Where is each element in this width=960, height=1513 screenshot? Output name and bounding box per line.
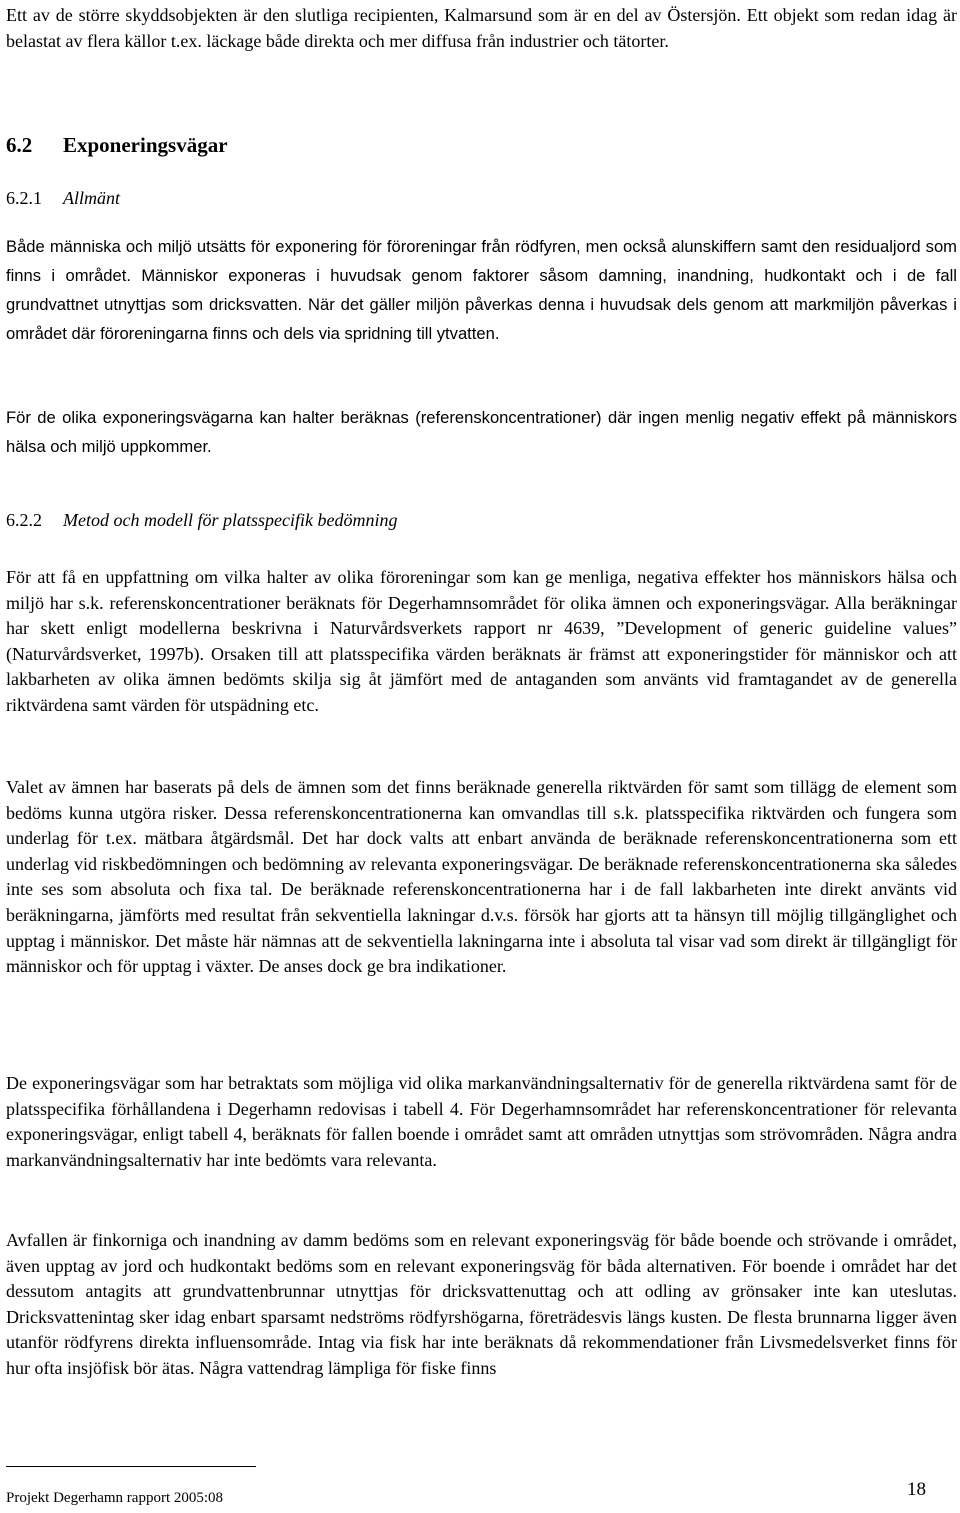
subsection-title: Metod och modell för platsspecifik bedömning — [63, 510, 398, 530]
paragraph-text: Både människa och miljö utsätts för exponering för föroreningar från rödfyren, men också alunskiffern samt den residualjord som finns i området. Människor exponeras i huvudsak genom faktorer såsom damning, inandning, hudkontakt och i de fall grundvattnet utnyttjas som dricksvatten. När det gäller miljön påverkas denna i huvudsak dels genom att markmiljön påverkas i området där föroreningarna finns och dels via spridning till ytvatten. — [6, 237, 957, 343]
subsection-number: 6.2.2 — [6, 510, 42, 530]
body-paragraph: De exponeringsvägar som har betraktats som möjliga vid olika markanvändningsalternativ för de generella riktvärdena samt för de platsspecifika förhållandena i Degerhamn redovisas i tabell 4. För Degerhamnsområdet har referenskoncentrationer för relevanta exponeringsvägar, enligt tabell 4, beräknats för fallen boende i området samt att områden utnyttjas som strövområden. Några andra markanvändningsalternativ har inte bedömts vara relevanta. — [6, 1073, 957, 1170]
section-number: 6.2 — [6, 133, 33, 157]
body-paragraph — [6, 403, 957, 461]
body-paragraph — [6, 232, 957, 348]
subsection-heading-metod — [6, 507, 397, 533]
footer-report-title: Projekt Degerhamn rapport 2005:08 — [6, 1490, 224, 1506]
subsection-number: 6.2.1 — [6, 188, 42, 208]
section-title: Exponeringsvägar — [63, 133, 228, 157]
body-paragraph: För att få en uppfattning om vilka halter av olika föroreningar som kan ge menliga, negativa effekter hos människors hälsa och miljö har s.k. referenskoncentrationer beräknats för Degerhamnsområdet för olika ämnen och exponeringsvägar. Alla beräkningar har skett enligt modellerna beskrivna i Naturvårdsverkets rapport nr 4639, ”Development of generic guideline values” (Naturvårdsverket, 1997b). Orsaken till att platsspecifika värden beräknats är främst att exponeringstider för människor och att lakbarheten av olika ämnen bedömts skilja sig åt jämfört med de antaganden som använts vid framtagandet av de generella riktvärdena samt värden för utspädning etc. — [6, 567, 957, 715]
paragraph-text: För de olika exponeringsvägarna kan halter beräknas (referenskoncentrationer) där ingen menlig negativ effekt på människors hälsa och miljö uppkommer. — [6, 408, 957, 456]
body-paragraph: Valet av ämnen har baserats på dels de ämnen som det finns beräknade generella riktvärden för samt som tillägg de element som bedöms kunna utgöra risker. Dessa referenskoncentrationerna kan omvandlas till s.k. platsspecifika riktvärden och fungera som underlag för t.ex. mätbara åtgärdsmål. Det har dock valts att enbart använda de beräknade referenskoncentrationerna som ett underlag vid riskbedömningen och bedömning av relevanta exponeringsvägar. De beräknade referenskoncentrationerna ska således inte ses som absoluta och fixa tal. De beräknade referenskoncentrationerna har i de fall lakbarheten inte direkt använts vid beräkningarna, jämförts med resultat från sekventiella lakningar d.v.s. försök har gjorts att ta hänsyn till möjlig tillgänglighet och upptag i människor. Det måste här nämnas att de sekventiella lakningarna inte i absoluta tal visar vad som direkt är tillgängligt för människor och för upptag i växter. De anses dock ge bra indikationer. — [6, 777, 957, 977]
section-heading — [6, 132, 228, 158]
intro-paragraph: Ett av de större skyddsobjekten är den slutliga recipienten, Kalmarsund som är en del av Östersjön. Ett objekt som redan idag är belastat av flera källor t.ex. läckage både direkta och mer diffusa från industrier och tätorter. — [6, 5, 957, 51]
document-page — [6, 0, 957, 1513]
footer-divider — [6, 1466, 256, 1467]
subsection-heading-allmant — [6, 185, 120, 211]
body-paragraph: Avfallen är finkorniga och inandning av damm bedöms som en relevant exponeringsväg för både boende och strövande i området, även upptag av jord och hudkontakt bedöms som en relevant exponeringsväg för båda alternativen. För boende i området har det dessutom antagits att grundvattenbrunnar utnyttjas för dricksvattenuttag och att odling av grönsaker inte kan uteslutas. Dricksvattenintag sker idag enbart sparsamt nedströms rödfyrshögarna, företrädesvis längs kusten. De flesta brunnarna ligger även utanför rödfyrens direkta influensområde. Intag via fisk har inte beräknats då rekommendationer från Livsmedelsverket finns för hur ofta insjöfisk bör ätas. Några vattendrag lämpliga för fiske finns — [6, 1230, 957, 1378]
page-number: 18 — [907, 1479, 926, 1500]
subsection-title: Allmänt — [63, 188, 120, 208]
